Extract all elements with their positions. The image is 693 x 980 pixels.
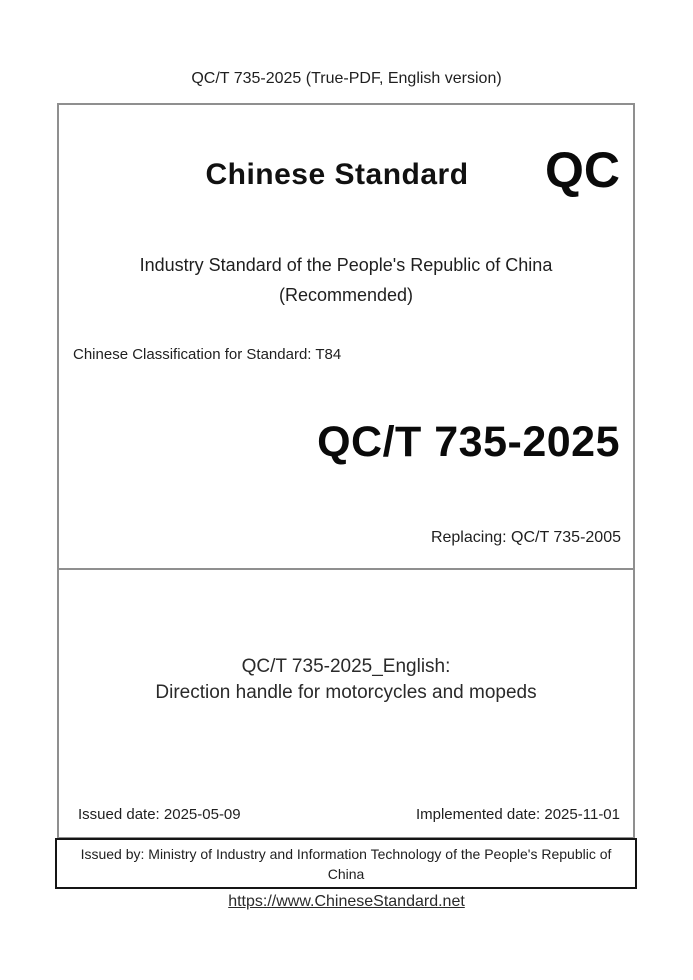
classification-code: Chinese Classification for Standard: T84	[73, 346, 342, 363]
issued-by-box	[55, 838, 637, 889]
standard-type-line1: Industry Standard of the People's Republic of China	[139, 255, 553, 275]
replacing-note: Replacing: QC/T 735-2005	[430, 529, 621, 546]
issued-by-line1: Issued by: Ministry of Industry and Information Technology of the People's Republic of	[80, 845, 612, 862]
section-divider	[59, 568, 633, 570]
website-link[interactable]: https://www.ChineseStandard.net	[228, 893, 465, 910]
footer	[0, 893, 693, 911]
implemented-date: Implemented date: 2025-11-01	[415, 806, 620, 823]
standard-code: QC/T 735-2025	[317, 418, 620, 466]
brand-title: Chinese Standard	[205, 158, 469, 191]
issued-by-line2: China	[327, 865, 365, 882]
english-title-line1: QC/T 735-2025_English:	[241, 656, 451, 677]
qc-logo: QC	[545, 142, 620, 198]
page-header-title: QC/T 735-2025 (True-PDF, English version)	[191, 70, 502, 87]
standard-type-line2: (Recommended)	[278, 285, 414, 305]
dates-row	[78, 806, 620, 823]
english-title-line2: Direction handle for motorcycles and mopeds	[155, 682, 537, 703]
cover-border-box	[57, 103, 635, 839]
issued-date: Issued date: 2025-05-09	[78, 806, 241, 823]
